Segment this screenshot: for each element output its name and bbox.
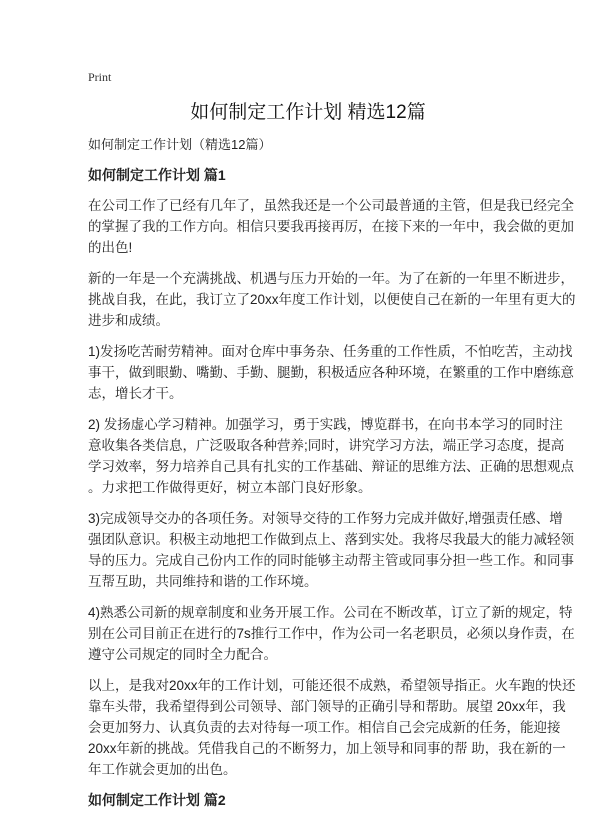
paragraph-line: 3)完成领导交办的各项任务。对领导交待的工作努力完成并做好,增强责任感、增 — [88, 511, 563, 526]
paragraph — [88, 414, 574, 498]
sections — [88, 165, 576, 810]
section-heading: 如何制定工作计划 篇2 — [88, 792, 226, 808]
paragraph-line: 志，增长才干。 — [88, 386, 183, 401]
paragraph-line: 新的一年是一个充满挑战、机遇与压力开始的一年。为了在新的一年里不断进步， — [88, 271, 574, 286]
paragraph-line: 年工作就会更加的出色。 — [88, 762, 237, 777]
paragraph-line: 事干，做到眼勤、嘴勤、手勤、腿勤，积极适应各种环境，在繁重的工作中磨练意 — [88, 365, 574, 380]
section-heading: 如何制定工作计划 篇1 — [88, 167, 226, 183]
paragraph-line: 以上，是我对20xx年的工作计划，可能还很不成熟，希望领导指正。火车跑的快还 — [88, 678, 576, 693]
paragraph — [88, 508, 574, 592]
paragraph-line: 的掌握了我的工作方向。相信只要我再接再厉，在接下来的一年中，我会做的更加 — [88, 219, 574, 234]
paragraph — [88, 195, 574, 258]
paragraph-line: 互帮互助，共同维持和谐的工作环境。 — [88, 574, 318, 589]
paragraph-line: 挑战自我，在此，我订立了20xx年度工作计划，以便使自己在新的一年里有更大的 — [88, 292, 576, 307]
paragraph-line: 在公司工作了已经有几年了，虽然我还是一个公司最普通的主管，但是我已经完全 — [88, 198, 574, 213]
paragraph — [88, 675, 576, 780]
paragraph-line: 1)发扬吃苦耐劳精神。面对仓库中事务杂、任务重的工作性质，不怕吃苦，主动找 — [88, 344, 573, 359]
paragraph — [88, 602, 575, 665]
paragraph-line: 进步和成绩。 — [88, 313, 169, 328]
paragraph — [88, 268, 576, 331]
document-subtitle: 如何制定工作计划（精选12篇） — [88, 137, 272, 152]
paragraph-line: 的出色! — [88, 240, 133, 255]
paragraph-line: 靠车头带，我希望得到公司领导、部门领导的正确引导和帮助。展望 20xx年，我 — [88, 699, 566, 714]
paragraph-line: 遵守公司规定的同时全力配合。 — [88, 647, 277, 662]
paragraph-line: 意收集各类信息，广泛吸取各种营养;同时，讲究学习方法，端正学习态度，提高 — [88, 438, 565, 453]
paragraph-line: 学习效率，努力培养自己具有扎实的工作基础、辩证的思维方法、正确的思想观点 — [88, 459, 574, 474]
paragraph-line: 20xx年新的挑战。凭借我自己的不断努力，加上领导和同事的帮 助，我在新的一 — [88, 741, 566, 756]
paragraph — [88, 341, 574, 404]
document-title: 如何制定工作计划 精选12篇 — [190, 102, 426, 123]
paragraph-line: 强团队意识。积极主动地把工作做到点上、落到实处。我将尽我最大的能力减轻领 — [88, 532, 574, 547]
paragraph-line: 别在公司目前正在进行的7s推行工作中，作为公司一名老职员，必须以身作责，在 — [88, 626, 575, 641]
paragraph-line: 。力求把工作做得更好，树立本部门良好形象。 — [88, 480, 372, 495]
print-label: Print — [88, 70, 112, 84]
paragraph-line: 2) 发扬虚心学习精神。加强学习，勇于实践，博览群书，在向书本学习的同时注 — [88, 417, 563, 432]
paragraph-line: 导的压力。完成自己份内工作的同时能够主动帮主管或同事分担一些工作。和同事 — [88, 553, 574, 568]
paragraph-line: 4)熟悉公司新的规章制度和业务开展工作。公司在不断改革，订立了新的规定，特 — [88, 605, 573, 620]
document-page — [88, 70, 576, 820]
paragraph-line: 会更加努力、认真负责的去对待每一项工作。相信自己会完成新的任务，能迎接 — [88, 720, 561, 735]
